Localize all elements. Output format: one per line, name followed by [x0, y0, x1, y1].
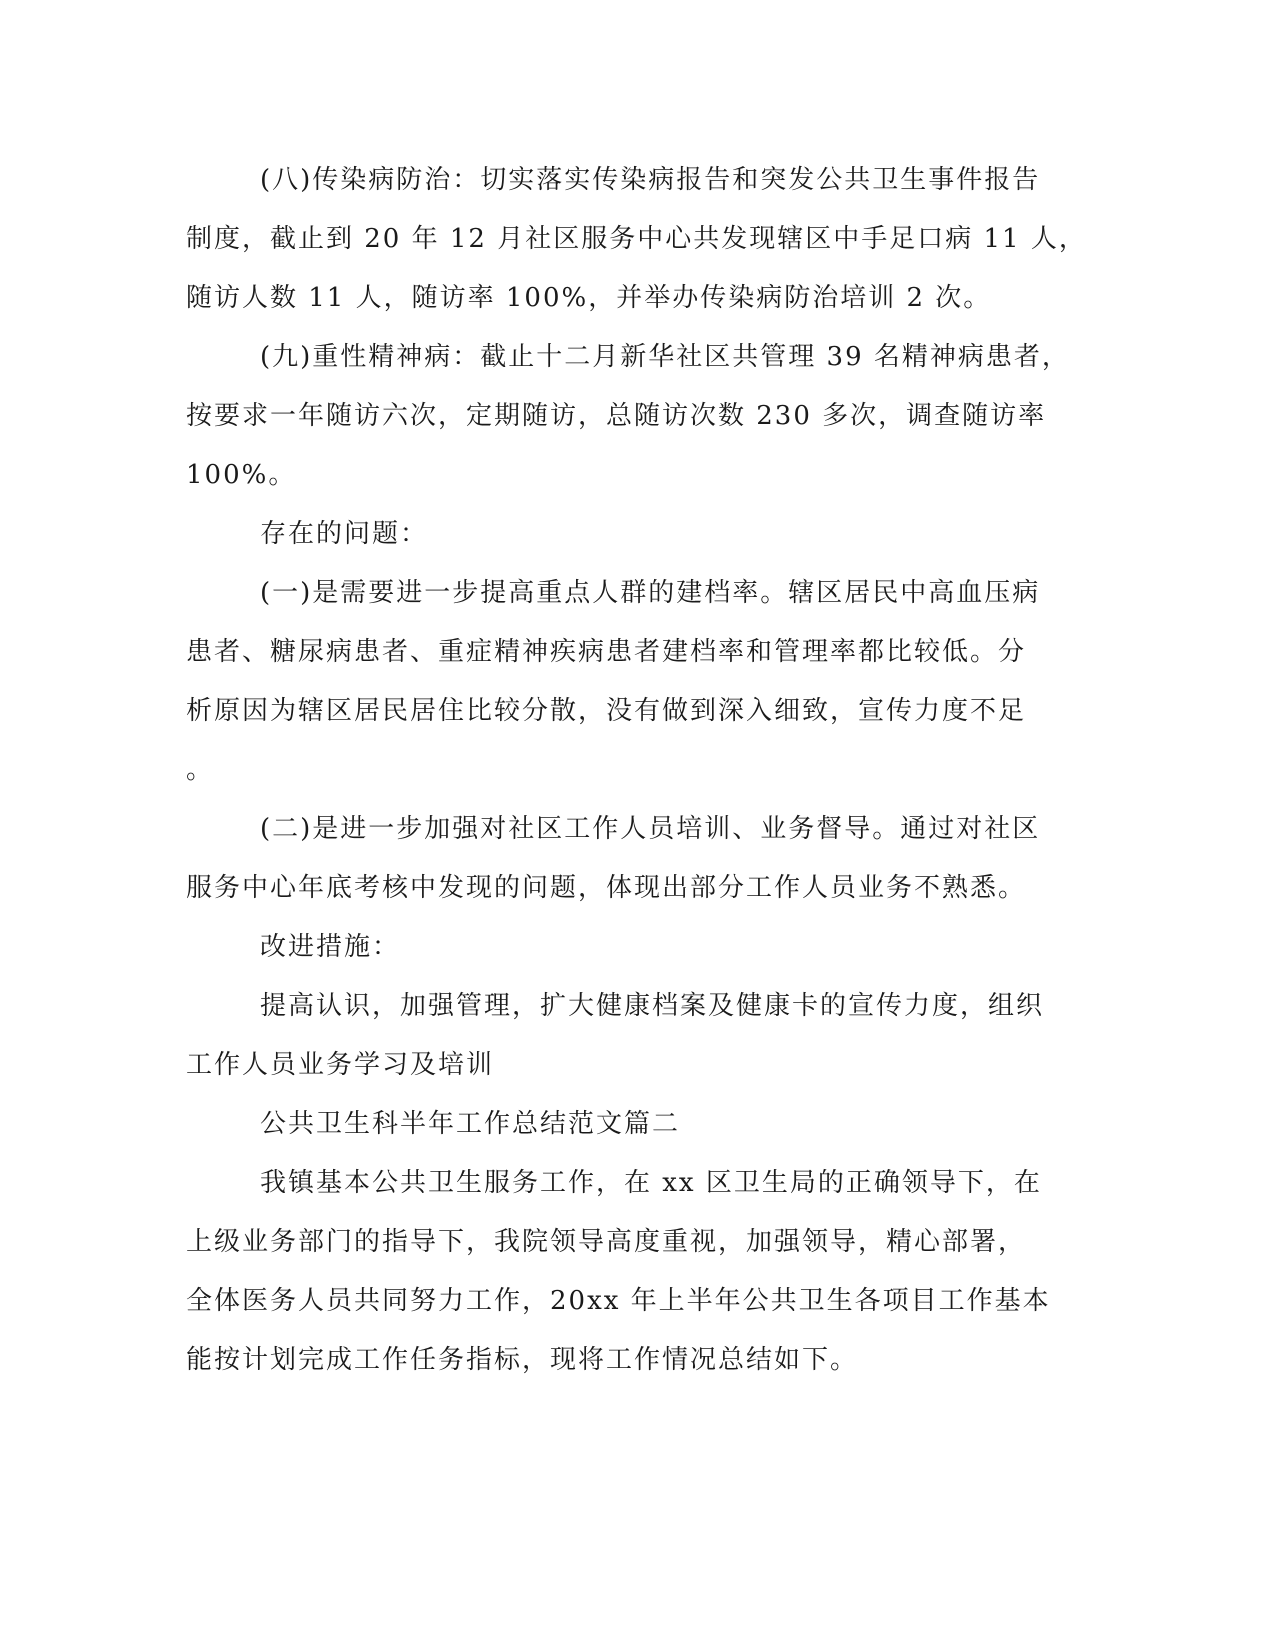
text-line: 提高认识，加强管理，扩大健康档案及健康卡的宣传力度，组织	[260, 991, 1045, 1021]
text-line: (一)是需要进一步提高重点人群的建档率。辖区居民中高血压病	[260, 578, 1041, 608]
text-line: 我镇基本公共卫生服务工作，在 xx 区卫生局的正确领导下，在	[260, 1168, 1042, 1198]
text-line: 上级业务部门的指导下，我院领导高度重视，加强领导，精心部署，	[186, 1227, 1027, 1257]
text-line: 析原因为辖区居民居住比较分散，没有做到深入细致，宣传力度不足	[186, 696, 1027, 726]
text-line: 改进措施：	[260, 932, 401, 962]
text-line: (二)是进一步加强对社区工作人员培训、业务督导。通过对社区	[260, 814, 1041, 844]
text-line: 制度，截止到 20 年 12 月社区服务中心共发现辖区中手足口病 11 人，	[186, 224, 1087, 254]
text-line: 。	[186, 755, 215, 785]
text-line: 100%。	[186, 460, 297, 490]
text-line: 服务中心年底考核中发现的问题，体现出部分工作人员业务不熟悉。	[186, 873, 1027, 903]
text-line: 能按计划完成工作任务指标，现将工作情况总结如下。	[186, 1345, 859, 1375]
text-line: 工作人员业务学习及培训	[186, 1050, 495, 1080]
text-line: 随访人数 11 人，随访率 100%，并举办传染病防治培训 2 次。	[186, 283, 992, 313]
text-line: 按要求一年随访六次，定期随访，总随访次数 230 多次，调查随访率	[186, 401, 1047, 431]
text-line: (九)重性精神病：截止十二月新华社区共管理 39 名精神病患者，	[260, 342, 1070, 372]
text-line: 全体医务人员共同努力工作，20xx 年上半年公共卫生各项目工作基本	[186, 1286, 1051, 1316]
text-line: (八)传染病防治：切实落实传染病报告和突发公共卫生事件报告	[260, 165, 1041, 195]
text-line: 存在的问题：	[260, 519, 429, 549]
section-heading: 公共卫生科半年工作总结范文篇二	[260, 1109, 681, 1139]
text-line: 患者、糖尿病患者、重症精神疾病患者建档率和管理率都比较低。分	[186, 637, 1027, 667]
